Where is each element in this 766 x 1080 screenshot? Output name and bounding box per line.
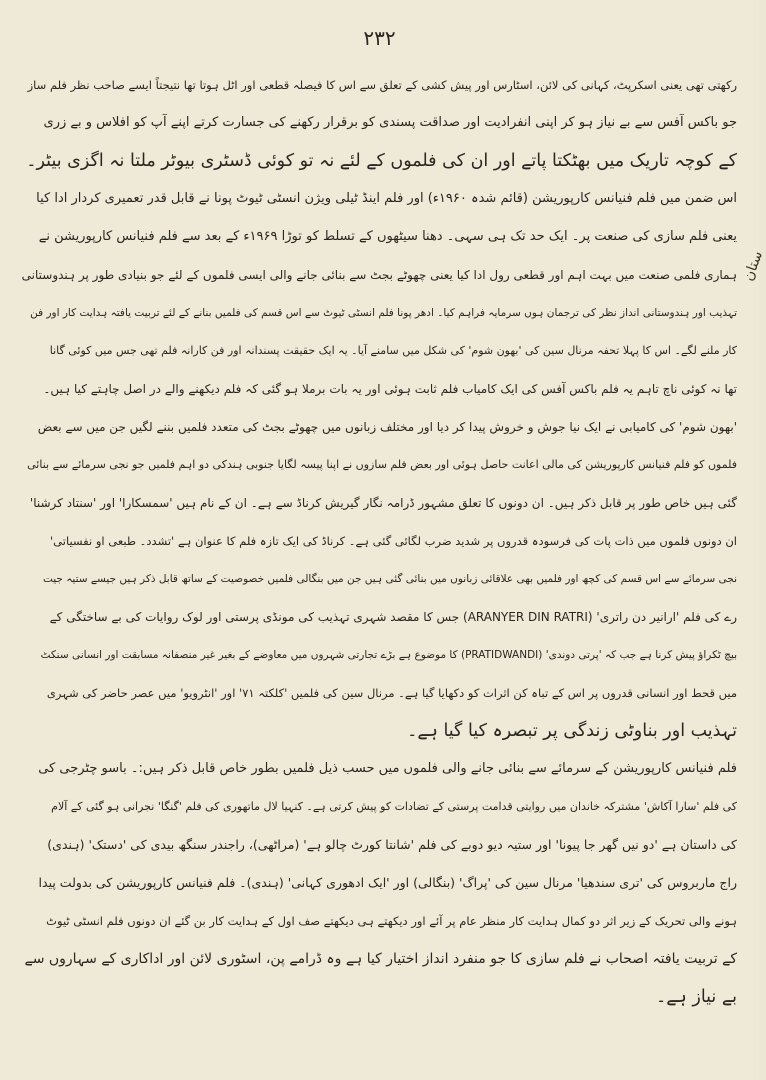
text-line: رکھتی تھی یعنی اسکرپٹ، کہانی کی لائن، اسٹارس اور پیش کشی کے تعلق سے اس کا فیصلہ قطعی اور اٹل ہوتا تھا نتیجتاً ایسے صاحب نظر فلم ساز (27, 78, 737, 92)
text-line: ہونے والی تحریک کے زیر اثر دو کمال ہدایت کار منظر عام پر آئے اور دیکھتے ہی دیکھتے صف اول کے ہدایت کار بن گئے ان دونوں فلم انسٹی ٹیوٹ (46, 914, 737, 928)
paragraph-3 (22, 408, 737, 750)
text-line: تہذیب اور ہندوستانی انداز نظر کی ترجمان ہوں سرمایہ فراہم کیا۔ ادھر پونا فلم انسٹی ٹیوٹ سے اس قسم کی فلمیں بنانے کے لئے تربیت یافتہ ہدایت کار اور فن (30, 307, 737, 319)
text-line: اس ضمن میں فلم فنیانس کارپوریشن (قائم شدہ ۱۹۶۰ء) اور فلم اینڈ ٹیلی ویژن انسٹی ٹیوٹ پونا نے قابل قدر تعمیری کردار ادا کیا (36, 191, 737, 206)
text-line: بیچ ٹکراؤ پیش کرنا ہے جب کہ 'پرتی دوندی' (PRATIDWANDI) کا موضوع ہے بڑے تجارتی شہروں میں معاوضے کے بغیر غیر منصفانہ مسابقت اور انسانی سنکٹ (40, 649, 737, 661)
text-line: کی فلم 'سارا آکاش' مشترکہ خاندان میں روایتی قدامت پرستی کے تضادات کو پیش کرتی ہے۔ کنہیا لال ماتھوری کی فلم 'گنگا' نجرانی ہو گئی کے آلام (51, 800, 737, 813)
text-line: رے کی فلم 'ارانیر دن راتری' (ARANYER DIN RATRI) جس کا مقصد شہری تہذیب کی مونڈی پرستی اور لوک روایات کی بے ساختگی کے (49, 610, 737, 624)
text-line: یعنی فلم سازی کی صنعت پر۔ ایک حد تک ہی سہی۔ دھنا سیٹھوں کے تسلط کو توڑا ۱۹۶۹ء کے بعد سے فلم فنیانس کارپوریشن نے (38, 229, 737, 244)
page-number: ۲۳۲ (363, 26, 396, 50)
text-line: بے نیاز ہے۔ (656, 987, 737, 1007)
text-line: نجی سرمائے سے اس قسم کی کچھ اور فلمیں بھی علاقائی زبانوں میں بنائی گئی ہیں جن میں بنگالی فلمیں خصوصیت کے ساتھ قابل ذکر ہیں جیسے ستیہ جیت (42, 573, 737, 585)
paragraph-4 (22, 750, 737, 1016)
text-line: فلم فنیانس کارپوریشن کے سرمائے سے بنائی جانے والی فلموں میں حسب ذیل فلمیں بطور خاص قابل ذکر ہیں:۔ باسو چٹرجی کی (38, 761, 737, 776)
text-line: کے کوچہ تاریک میں بھٹکتا پاتے اور ان کی فلموں کے لئے نہ تو کوئی ڈسٹری بیوٹر ملتا نہ اگزی بیٹر۔ (26, 151, 737, 171)
text-line: تھا نہ کوئی ناچ تاہم یہ فلم باکس آفس کی ایک کامیاب فلم ثابت ہوئی اور یہ بات برملا ہو گئی کہ فلم دیکھنے والے در اصل چاہتے کیا ہیں۔ (43, 382, 737, 396)
text-line: میں قحط اور انسانی قدروں پر اس کے تباہ کن اثرات کو دکھایا گیا ہے۔ مرنال سین کی فلمیں 'کلکتہ ۷۱' اور 'انٹرویو' میں عصر حاضر کی شہری (46, 686, 737, 700)
text-line: ہماری فلمی صنعت میں بہت اہم اور قطعی رول ادا کیا یعنی چھوٹے بجٹ سے بنائی جانے والی ایسی فلموں کے لئے جو بنیادی طور پر ہندوستانی (21, 268, 737, 282)
text-line: گئی ہیں خاص طور پر قابل ذکر ہیں۔ ان دونوں کا تعلق مشہور ڈرامہ نگار گیریش کرناڈ سے ہے۔ ان کے نام ہیں 'سمسکارا' اور 'سنتاد کرشنا' (29, 496, 737, 510)
margin-note: ستان (740, 248, 766, 284)
text-line: ان دونوں فلموں میں ذات پات کی فرسودہ قدروں پر شدید ضرب لگائی گئی ہے۔ کرناڈ کی ایک تازہ فلم کا عنوان ہے 'تشدد۔ طبعی او نفسیاتی' (50, 534, 737, 548)
paragraph-1 (22, 66, 737, 180)
text-line: کار ملنے لگے۔ اس کا پہلا تحفہ مرنال سین کی 'بھون شوم' کی شکل میں سامنے آیا۔ یہ ایک حقیقت پسندانہ اور فن کارانہ فلم تھی جس میں کوئی گانا (49, 344, 737, 357)
paragraph-2 (22, 180, 737, 408)
text-line: فلموں کو فلم فنیانس کارپوریشن کی مالی اعانت حاصل ہوئی اور بعض فلم سازوں نے اپنا پیسہ لگایا جنوبی ہندکی دو اہم فلمیں جو نجی سرمائے سے بنائی (27, 458, 737, 471)
body-text (22, 66, 737, 1016)
text-line: 'بھون شوم' کی کامیابی نے ایک نیا جوش و خروش پیدا کر دیا اور مختلف زبانوں میں چھوٹے بجٹ کی متعدد فلمیں بننے لگیں جن میں سے بعض (37, 420, 737, 434)
text-line: کے تربیت یافتہ اصحاب نے فلم سازی کا جو منفرد انداز اختیار کیا ہے وہ ڈرامے پن، اسٹوری لائن اور اداکاری کے سہاروں سے (24, 951, 737, 967)
text-line: کی داستان ہے 'دو نیں گھر جا پیونا' اور ستیہ دیو دوبے کی فلم 'شانتا کورٹ چالو ہے' (مراٹھی)، راجندر سنگھ بیدی کی 'دستک' (ہندی) (47, 837, 737, 852)
text-line: راج ماربروس کی 'تری سندھیا' مرنال سین کی 'پراگ' (بنگالی) اور 'ایک ادھوری کہانی' (ہندی)۔ فلم فنیانس کارپوریشن کی بدولت پیدا (38, 875, 737, 890)
text-line: جو باکس آفس سے بے نیاز ہو کر اپنی انفرادیت اور صداقت پسندی کو برقرار رکھنے کی جسارت کرتے اپنے آپ کو افلاس و بے زری (43, 115, 737, 130)
text-line: تہذیب اور بناوٹی زندگی پر تبصرہ کیا گیا ہے۔ (407, 721, 737, 741)
